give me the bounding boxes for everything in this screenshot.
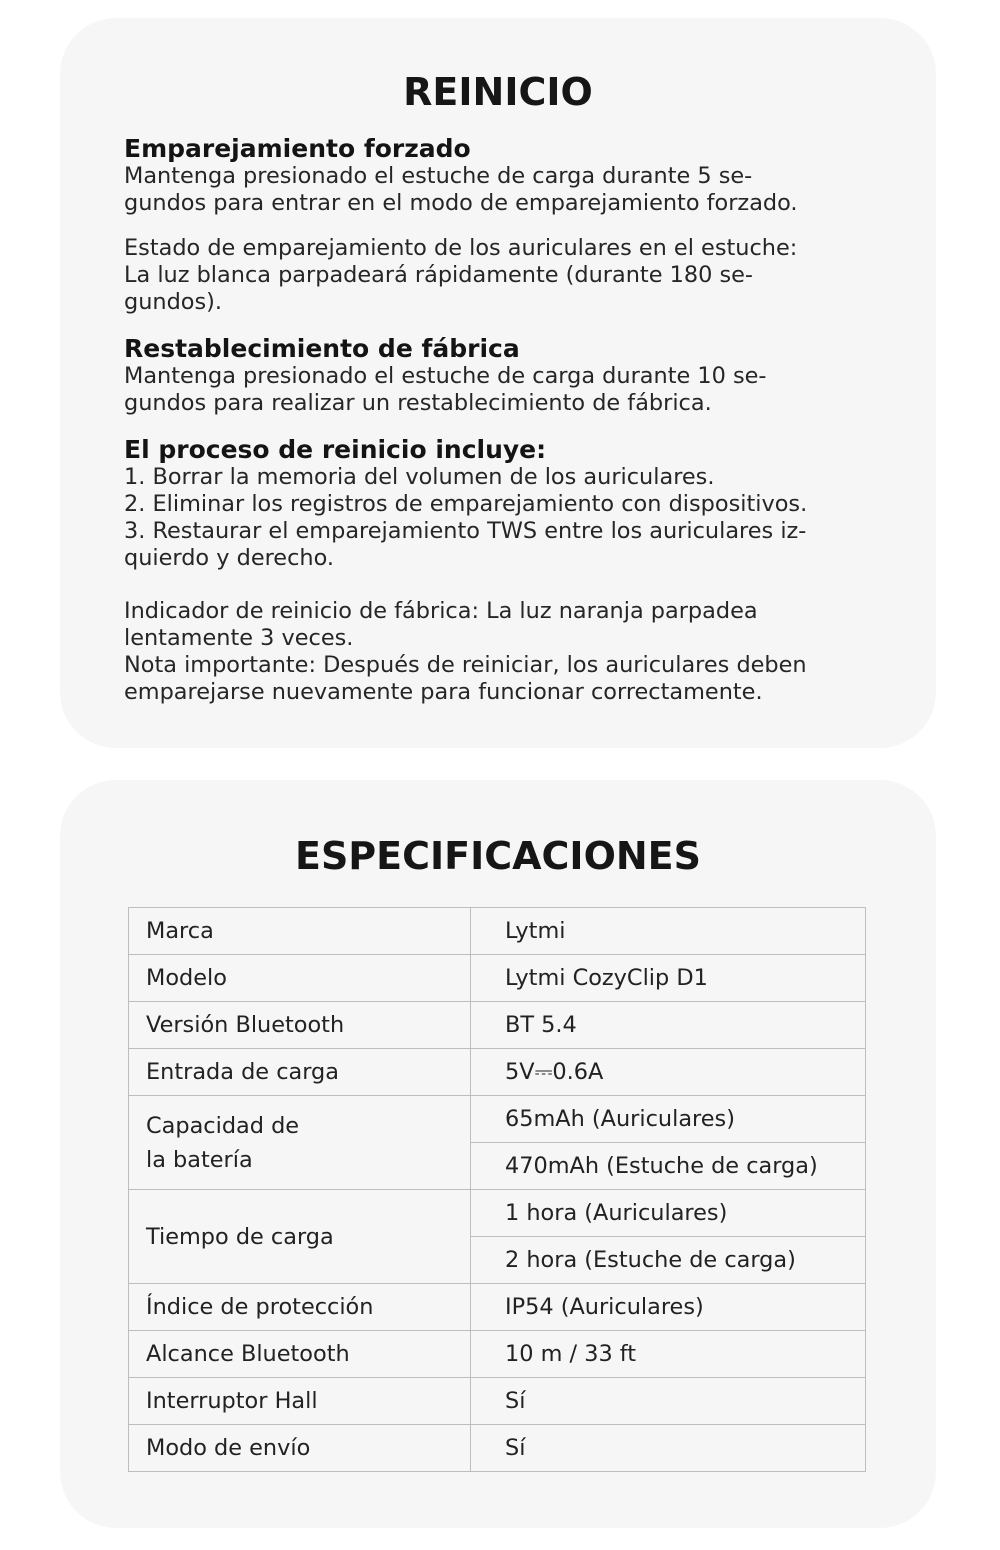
- table-row: [129, 908, 866, 955]
- spec-value: 2 hora (Estuche de carga): [471, 1237, 866, 1284]
- specs-card: [60, 780, 936, 1528]
- table-row: [129, 1049, 866, 1096]
- spec-key: Interruptor Hall: [129, 1378, 471, 1425]
- spec-value: 5V⎓0.6A: [471, 1049, 866, 1096]
- spec-value: Lytmi: [471, 908, 866, 955]
- process-line-1: 1. Borrar la memoria del volumen de los auriculares.: [124, 464, 715, 490]
- spec-value: 1 hora (Auriculares): [471, 1190, 866, 1237]
- reset-body: [124, 134, 894, 706]
- battery-key-line-1: Capacidad de: [146, 1112, 300, 1139]
- factory-reset-line-2: gundos para realizar un restablecimiento de fábrica.: [124, 390, 712, 416]
- spec-value: 10 m / 33 ft: [471, 1331, 866, 1378]
- battery-key-line-2: la batería: [146, 1146, 253, 1173]
- specs-title: ESPECIFICACIONES: [294, 834, 701, 878]
- process-line-3: 3. Restaurar el emparejamiento TWS entre los auriculares iz-: [124, 518, 807, 544]
- spec-value: Sí: [471, 1425, 866, 1472]
- specs-table: [128, 907, 866, 1472]
- spec-key: Modelo: [129, 955, 471, 1002]
- factory-reset-line-1: Mantenga presionado el estuche de carga durante 10 se-: [124, 363, 767, 389]
- spec-key: Marca: [129, 908, 471, 955]
- spec-key: Entrada de carga: [129, 1049, 471, 1096]
- spec-value: Lytmi CozyClip D1: [471, 955, 866, 1002]
- reset-title: REINICIO: [403, 70, 593, 114]
- process-line-4: quierdo y derecho.: [124, 545, 335, 571]
- table-row: [129, 1378, 866, 1425]
- pairing-state-line-2: La luz blanca parpadeará rápidamente (durante 180 se-: [124, 262, 753, 288]
- table-row: [129, 1002, 866, 1049]
- factory-reset-heading: Restablecimiento de fábrica: [124, 334, 520, 363]
- table-row: [129, 955, 866, 1002]
- table-row: [129, 1096, 866, 1143]
- indicator-line-1: Indicador de reinicio de fábrica: La luz naranja parpadea: [124, 598, 758, 624]
- spec-key: Versión Bluetooth: [129, 1002, 471, 1049]
- important-note-line-2: emparejarse nuevamente para funcionar correctamente.: [124, 679, 763, 705]
- process-heading: El proceso de reinicio incluye:: [124, 435, 547, 464]
- pairing-state-line-1: Estado de emparejamiento de los auriculares en el estuche:: [124, 235, 798, 261]
- forced-pairing-heading: Emparejamiento forzado: [124, 134, 471, 163]
- spec-value: 470mAh (Estuche de carga): [471, 1143, 866, 1190]
- indicator-line-2: lentamente 3 veces.: [124, 625, 354, 651]
- spec-key-charge-time: Tiempo de carga: [129, 1190, 471, 1284]
- important-note-line-1: Nota importante: Después de reiniciar, los auriculares deben: [124, 652, 807, 678]
- spec-key: Alcance Bluetooth: [129, 1331, 471, 1378]
- spec-key-battery: [129, 1096, 471, 1190]
- table-row: [129, 1425, 866, 1472]
- reset-card: [60, 18, 936, 748]
- process-line-2: 2. Eliminar los registros de emparejamiento con dispositivos.: [124, 491, 808, 517]
- table-row: [129, 1284, 866, 1331]
- spec-key: Índice de protección: [129, 1284, 471, 1331]
- table-row: [129, 1331, 866, 1378]
- spec-value: BT 5.4: [471, 1002, 866, 1049]
- spec-key: Modo de envío: [129, 1425, 471, 1472]
- spec-value: Sí: [471, 1378, 866, 1425]
- spec-value: 65mAh (Auriculares): [471, 1096, 866, 1143]
- forced-pairing-line-2: gundos para entrar en el modo de emparejamiento forzado.: [124, 190, 798, 216]
- table-row: [129, 1190, 866, 1237]
- pairing-state-line-3: gundos).: [124, 289, 223, 315]
- forced-pairing-line-1: Mantenga presionado el estuche de carga durante 5 se-: [124, 163, 753, 189]
- spec-value: IP54 (Auriculares): [471, 1284, 866, 1331]
